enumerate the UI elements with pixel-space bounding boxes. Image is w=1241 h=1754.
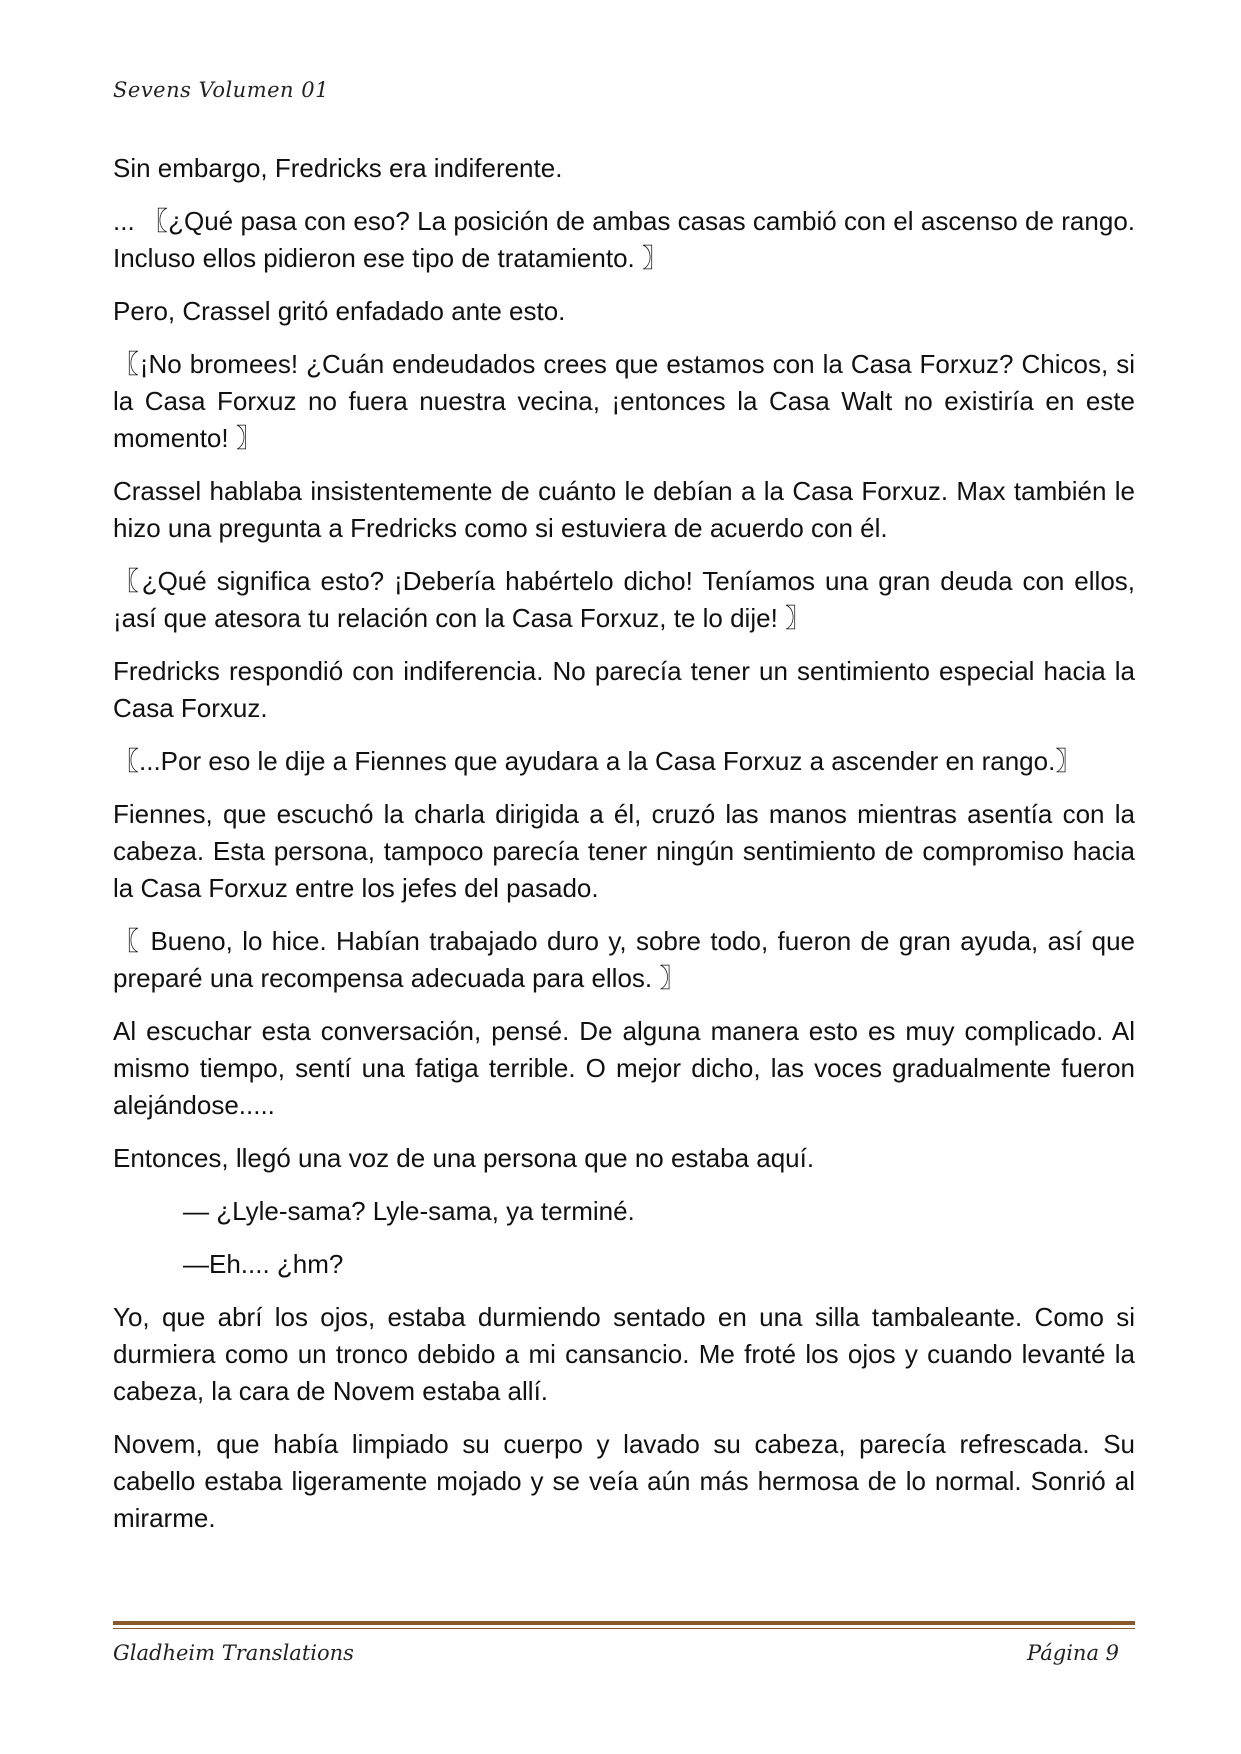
footer-rule [113, 1621, 1135, 1625]
page-body [113, 150, 1135, 1553]
footer-credit: Gladheim Translations [113, 1641, 354, 1665]
paragraph: Fredricks respondió con indiferencia. No parecía tener un sentimiento especial hacia la Casa Forxuz. [113, 656, 1135, 723]
paragraph: Crassel hablaba insistentemente de cuánto le debían a la Casa Forxuz. Max también le hizo una pregunta a Fredricks como si estuviera de acuerdo con él. [113, 476, 1135, 543]
dialogue-line: —Eh.... ¿hm? [183, 1249, 344, 1279]
paragraph: Entonces, llegó una voz de una persona que no estaba aquí. [113, 1143, 815, 1173]
paragraph: Al escuchar esta conversación, pensé. De alguna manera esto es muy complicado. Al mismo tiempo, sentí una fatiga terrible. O mejor dicho, las voces gradualmente fueron alejándose..... [113, 1016, 1135, 1120]
paragraph: Yo, que abrí los ojos, estaba durmiendo sentado en una silla tambaleante. Como si durmiera como un tronco debido a mi cansancio. Me froté los ojos y cuando levanté la cabeza, la cara de Novem estaba allí. [113, 1302, 1135, 1406]
paragraph: 〖 Bueno, lo hice. Habían trabajado duro y, sobre todo, fueron de gran ayuda, así que preparé una recompensa adecuada para ellos. 〗 [113, 926, 1135, 993]
dialogue-line: — ¿Lyle-sama? Lyle-sama, ya terminé. [183, 1196, 635, 1226]
running-header: Sevens Volumen 01 [113, 78, 329, 102]
paragraph: 〖...Por eso le dije a Fiennes que ayudara a la Casa Forxuz a ascender en rango.〗 [113, 746, 1082, 776]
paragraph: 〖¡No bromees! ¿Cuán endeudados crees que estamos con la Casa Forxuz? Chicos, si la Casa Forxuz no fuera nuestra vecina, ¡entonces la Casa Walt no existiría en este momento! 〗 [113, 349, 1135, 453]
paragraph: Pero, Crassel gritó enfadado ante esto. [113, 296, 566, 326]
paragraph: Fiennes, que escuchó la charla dirigida a él, cruzó las manos mientras asentía con la cabeza. Esta persona, tampoco parecía tener ningún sentimiento de compromiso hacia la Casa Forxuz entre los jefes del pasado. [113, 799, 1135, 903]
paragraph: ... 〖¿Qué pasa con eso? La posición de ambas casas cambió con el ascenso de rango. Incluso ellos pidieron ese tipo de tratamiento. 〗 [113, 206, 1135, 273]
page-number: Página 9 [1027, 1641, 1119, 1665]
paragraph: 〖¿Qué significa esto? ¡Debería habértelo dicho! Teníamos una gran deuda con ellos, ¡así que atesora tu relación con la Casa Forxuz, te lo dije! 〗 [113, 566, 1135, 633]
paragraph: Sin embargo, Fredricks era indiferente. [113, 153, 563, 183]
paragraph: Novem, que había limpiado su cuerpo y lavado su cabeza, parecía refrescada. Su cabello estaba ligeramente mojado y se veía aún más hermosa de lo normal. Sonrió al mirarme. [113, 1429, 1135, 1533]
footer-rule-thin [113, 1628, 1135, 1629]
